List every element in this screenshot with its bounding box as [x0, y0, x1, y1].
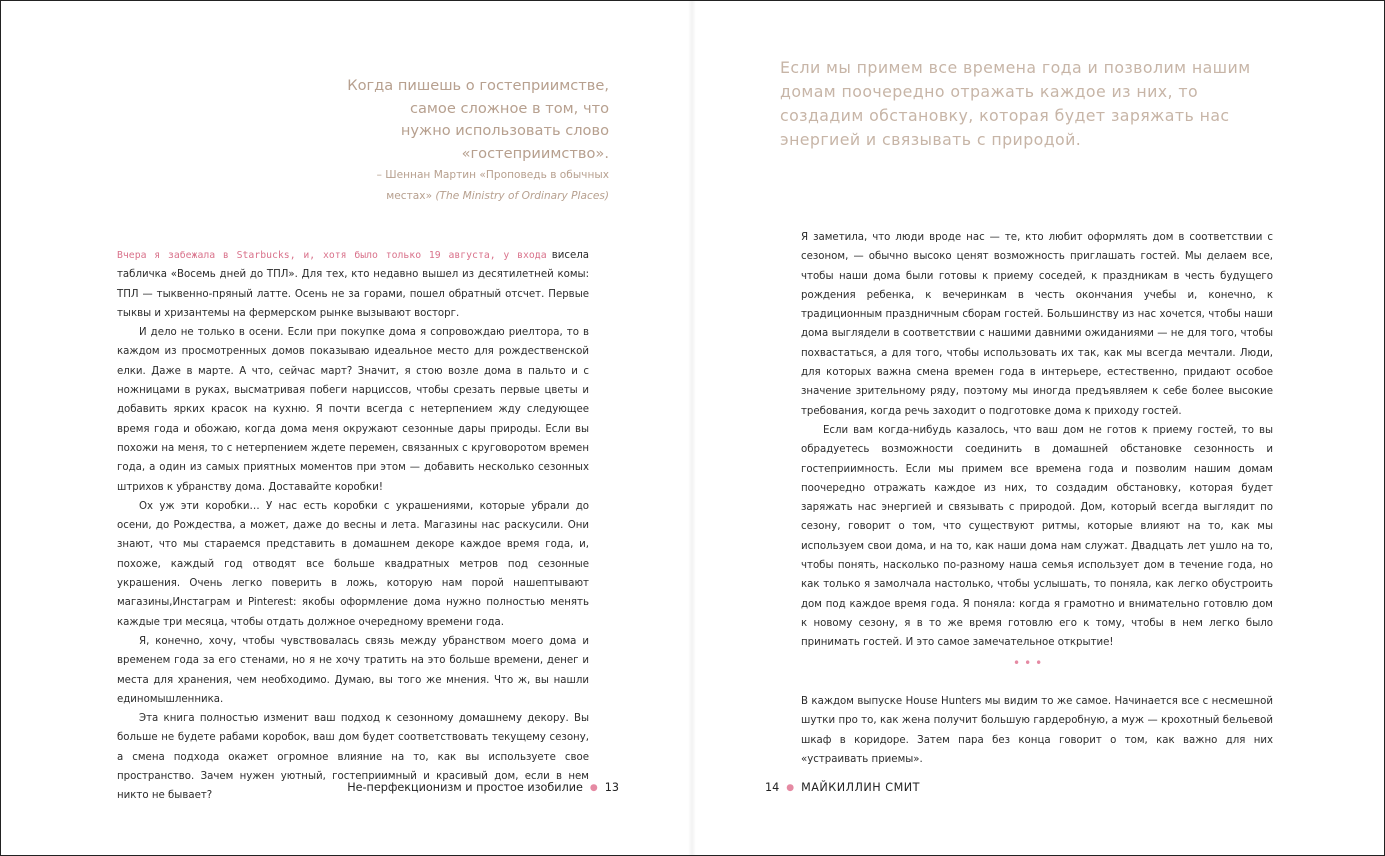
attribution-prefix: – Шеннан Мартин «Проповедь в обычных [376, 169, 609, 181]
paragraph: Я, конечно, хочу, чтобы чувствовалась связь между убранством моего дома и временем года за его стенами, но я не хочу тратить на это больше времени, денег и места для хранения, чем необходимо. Думаю, вы того же мнения. Что ж, вы нашли единомышленника. [117, 635, 589, 705]
right-running-footer [765, 781, 920, 794]
running-title: Не-перфекционизм и простое изобилие [347, 781, 583, 794]
bullet-icon: ● [589, 783, 598, 793]
paragraph: В каждом выпуске House Hunters мы видим то же самое. Начинается все с несмешной шутки про то, как жена получит большую гардеробную, а муж — крохотный бельевой шкаф в коридоре. Затем пара без конца говорит о том, как важно для них «устраивать приемы». [801, 696, 1273, 765]
page-number: 13 [604, 781, 619, 794]
paragraph: Эта книга полностью изменит ваш подход к сезонному домашнему декору. Вы больше не будете рабами коробок, ваш дом будет соответствовать текущему сезону, а смена подхода окажет огромное влияние на то, как вы используете свое пространство. Зачем нужен уютный, гостеприимный и красивый дом, если в нем никто не бывает? [117, 713, 589, 802]
left-body-text [117, 246, 589, 806]
epigraph-line: Когда пишешь о гостеприимстве, [347, 77, 609, 94]
attribution-mid: местах» [386, 190, 433, 202]
right-body-text-continued [801, 692, 1273, 769]
epigraph-line: нужно использовать слово [400, 122, 609, 139]
lead-in: Вчера я забежала в Starbucks, и, хотя было только 19 августа, у входа [117, 250, 547, 261]
author-name: МАЙКИЛЛИН СМИТ [801, 781, 920, 794]
bullet-icon: ● [786, 783, 795, 793]
paragraph: Ох уж эти коробки… У нас есть коробки с украшениями, которые убрали до осени, до Рождества, а может, даже до весны и лета. Магазины нас раскусили. Они знают, что мы стараемся представить в домашнем декоре каждое время года, и, похоже, каждый год отводят все больше квадратных метров под сезонные украшения. Очень легко поверить в ложь, которую нам порой нашептывают магазины,Инстаграм и Pinterest: якобы оформление дома нужно полностью менять каждые три месяца, чтобы отдать должное очередному времени года. [117, 500, 589, 628]
section-separator: ••• [1013, 656, 1047, 670]
paragraph [117, 246, 589, 323]
epigraph-line: самое сложное в том, что [409, 99, 609, 117]
epigraph-line: «гостеприимство». [461, 144, 609, 162]
epigraph [301, 75, 609, 165]
paragraph: Если вам когда-нибудь казалось, что ваш дом не готов к приему гостей, то вы обрадуетесь возможности соединить в домашней обстановке сезонность и гостеприимность. Если мы примем все времена года и позволим нашим домам поочередно отражать каждое из них, то создадим обстановку, которая будет заряжать нас энергией и связывать с природой. Дом, который всегда выглядит по сезону, говорит о том, что существуют ритмы, которые влияют на то, как мы используем свои дома, и на то, как наши дома нам служат. Двадцать лет ушло на то, чтобы понять, насколько по-разному наша семья использует дом в течение года, но как только я замолчала настолько, чтобы услышать, то поняла, как легко обустроить дом под каждое время года. Я поняла: когда я грамотно и внимательно готовлю дом к новому сезону, я в то же время готовлю его к тому, чтобы в нем легко было принимать гостей. И это самое замечательное открытие! [801, 424, 1273, 649]
epigraph-attribution [331, 165, 609, 207]
paragraph: И дело не только в осени. Если при покупке дома я сопровождаю риелтора, то в каждом из просмотренных домов показываю идеальное место для рождественской елки. Даже в марте. А что, сейчас март? Значит, я стою возле дома в пальто и с ножницами в руках, высматривая побеги нарциссов, чтобы срезать первые цветы и добавить ярких красок на кухню. Я почти всегда с нетерпением жду следующее время года и обожаю, когда дома меня окружают сезонные дары природы. Если вы похожи на меня, то с нетерпением ждете перемен, связанных с круговоротом времен года, а один из самых приятных моментов при этом — добавить несколько сезонных штрихов к убранству дома. Доставайте коробки! [117, 327, 589, 493]
page-number: 14 [765, 781, 780, 794]
paragraph: Я заметила, что люди вроде нас — те, кто любит оформлять дом в соответствии с сезоном, — обычно высоко ценят возможность приглашать гостей. Мы делаем все, чтобы наши дома были готовы к приему соседей, к праздникам в честь будущего рождения ребенка, к вечеринкам в честь окончания учебы и, конечно, к традиционным праздничным сборам гостей. Большинству из нас хочется, чтобы наши дома выглядели в соответствии с нашими давними ожиданиями — не для того, чтобы похвастаться, а для того, чтобы использовать их так, как мы всегда мечтали. Люди, для которых важна смена времен года в интерьере, естественно, придают особое значение зрительному ряду, поэтому мы иногда предъявляем к себе более высокие требования, когда речь заходит о подготовке дома к приходу гостей. [801, 232, 1273, 417]
attribution-english-title: (The Ministry of Ordinary Places) [435, 190, 609, 202]
pull-quote: Если мы примем все времена года и позволим нашим домам поочередно отражать каждое из них, то создадим обстановку, которая будет заряжать нас энергией и связывать с природой. [780, 58, 1251, 149]
right-body-text [801, 228, 1273, 653]
left-running-footer [347, 781, 619, 794]
right-page [692, 1, 1384, 855]
paragraph-text: висела табличка «Восемь дней до ТПЛ». Для тех, кто недавно вышел из десятилетней комы: ТПЛ — тыквенно-пряный латте. Осень не за горами, пошел обратный отсчет. Первые тыквы и хризантемы на фермерском рынке вызывают восторг. [117, 250, 589, 319]
left-page [1, 1, 691, 855]
